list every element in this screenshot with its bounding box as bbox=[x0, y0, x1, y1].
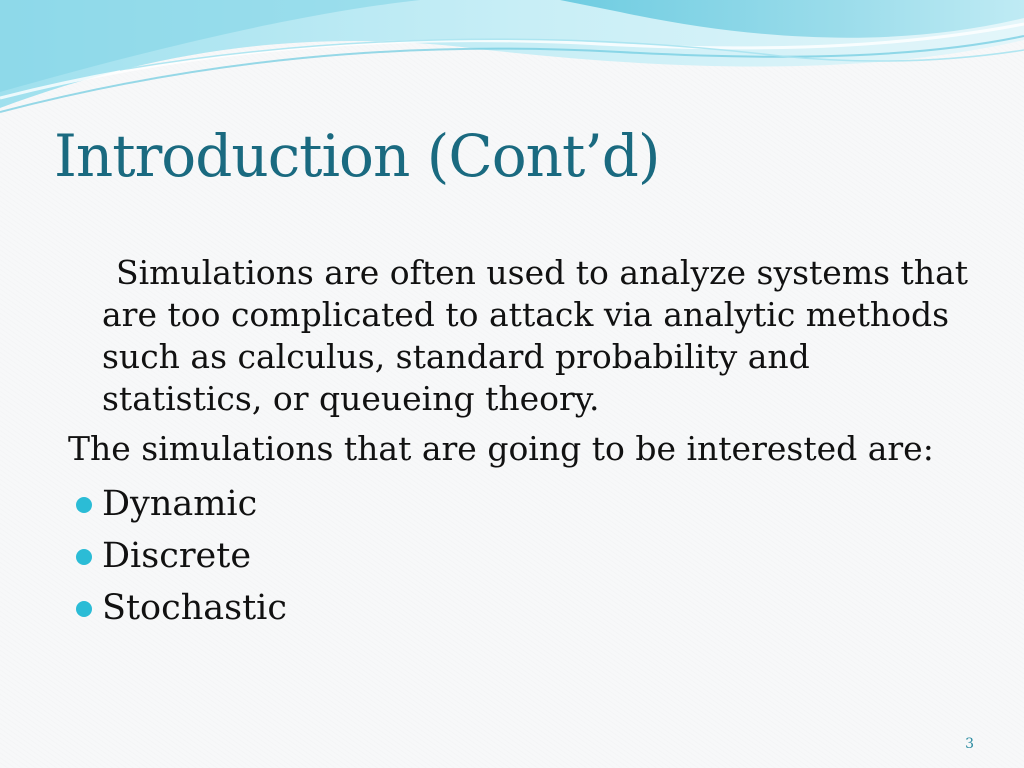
bullet-item bbox=[68, 582, 968, 634]
bullet-dot-icon bbox=[76, 497, 92, 513]
bullet-dot-icon bbox=[76, 549, 92, 565]
bullet-list bbox=[68, 478, 968, 634]
body-paragraph-intro-text: Simulations are often used to analyze systems that are too complicated to attack via analytic methods such as calculus, standard probability and statistics, or queueing theory. bbox=[102, 253, 969, 418]
body-paragraph-intro bbox=[68, 252, 968, 420]
slide-title: Introduction (Cont’d) bbox=[54, 122, 660, 190]
bullet-item-label: Dynamic bbox=[102, 484, 258, 524]
bullet-item-label: Discrete bbox=[102, 536, 252, 576]
bullet-item bbox=[68, 530, 968, 582]
header-wave-decoration bbox=[0, 0, 1024, 130]
body-paragraph-interest: The simulations that are going to be interested are: bbox=[68, 429, 934, 468]
slide-body bbox=[68, 252, 968, 634]
bullet-dot-icon bbox=[76, 601, 92, 617]
bullet-item bbox=[68, 478, 968, 530]
bullet-item-label: Stochastic bbox=[102, 588, 287, 628]
page-number: 3 bbox=[965, 736, 974, 752]
